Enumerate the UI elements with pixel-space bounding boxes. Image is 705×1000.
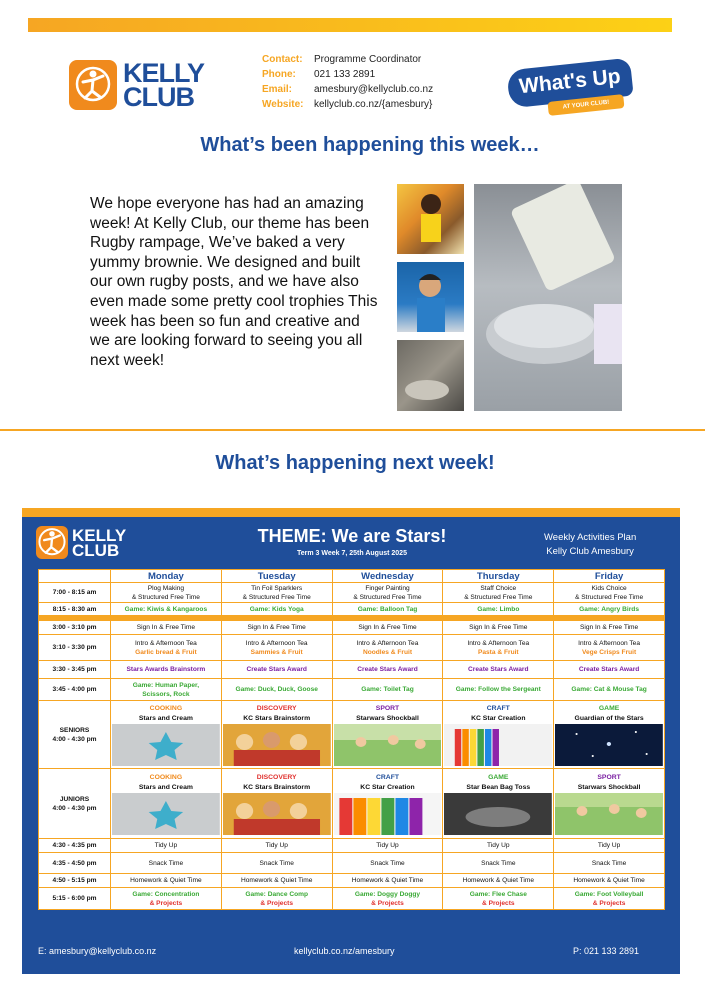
game-cell: Game: Doggy Doggy & Projects — [332, 888, 443, 910]
day-header-row — [39, 570, 665, 583]
galaxy-stars-image — [555, 724, 663, 766]
contact-label: Contact: — [262, 54, 303, 65]
top-accent-bar — [28, 18, 672, 32]
this-week-heading: What’s been happening this week… — [200, 134, 540, 156]
activity-cell: Sign In & Free Time — [554, 621, 665, 635]
day-monday: Monday — [111, 570, 222, 583]
activity-cell: Intro & Afternoon Tea Garlic bread & Fruit — [111, 635, 222, 661]
game-cell: Game: Dance Comp & Projects — [221, 888, 332, 910]
time-cell: 8:15 - 8:30 am — [39, 603, 111, 616]
activity-cell: Sign In & Free Time — [443, 621, 554, 635]
juniors-time-cell: JUNIORS 4:00 - 4:30 pm — [39, 769, 111, 839]
game-cell: Game: Duck, Duck, Goose — [221, 679, 332, 701]
day-thursday: Thursday — [443, 570, 554, 583]
plan-logo-icon — [36, 526, 68, 559]
time-cell: 3:45 - 4:00 pm — [39, 679, 111, 701]
table-row — [39, 679, 665, 701]
plan-accent-bar — [22, 508, 680, 517]
day-wednesday: Wednesday — [332, 570, 443, 583]
time-cell: 3:00 - 3:10 pm — [39, 621, 111, 635]
sport-kids-image — [334, 724, 442, 766]
juniors-row — [39, 769, 665, 839]
website-value[interactable]: kellyclub.co.nz/{amesbury} — [314, 99, 433, 110]
whats-up-logo — [508, 62, 632, 114]
junior-activity: SPORT Starwars Shockball — [554, 769, 665, 839]
activity-cell: Tidy Up — [554, 839, 665, 853]
time-cell: 5:15 - 6:00 pm — [39, 888, 111, 910]
table-row — [39, 621, 665, 635]
bean-bag-image — [444, 793, 552, 835]
seniors-row — [39, 701, 665, 769]
photo-child-blue-shirt — [397, 262, 464, 332]
this-week-text: We hope everyone has had an amazing week! At Kelly Club, our theme has been Rugby rampage, We’ve baked a very yummy brownie. We designed and built our own rugby posts, and we have also even made some pretty cool trophies This week has been so fun and creative and we are looking forward to seeing you all next week! — [90, 195, 378, 369]
junior-activity: CRAFT KC Star Creation — [332, 769, 443, 839]
photo-baking-bowl — [474, 184, 622, 411]
activity-cell: Intro & Afternoon Tea Vege Crisps Fruit — [554, 635, 665, 661]
table-row — [39, 853, 665, 874]
next-week-heading: What’s happening next week! — [215, 452, 495, 474]
table-row — [39, 635, 665, 661]
senior-activity: CRAFT KC Star Creation — [443, 701, 554, 769]
stars-award-cell: Create Stars Award — [554, 661, 665, 679]
senior-activity: COOKING Stars and Cream — [111, 701, 222, 769]
activity-cell: Homework & Quiet Time — [443, 874, 554, 888]
cooking-star-image — [112, 793, 220, 835]
activity-cell: Snack Time — [332, 853, 443, 874]
activity-cell: Staff Choice & Structured Free Time — [443, 583, 554, 603]
sport-kids-image — [555, 793, 663, 835]
game-cell: Game: Limbo — [443, 603, 554, 616]
table-row — [39, 888, 665, 910]
time-cell: 3:30 - 3:45 pm — [39, 661, 111, 679]
contact-block — [262, 52, 433, 112]
theme-title: THEME: We are Stars! — [257, 526, 447, 546]
plan-logo — [36, 526, 126, 559]
photo-table — [397, 340, 464, 411]
table-row — [39, 839, 665, 853]
stars-award-cell: Create Stars Award — [221, 661, 332, 679]
activity-cell: Snack Time — [554, 853, 665, 874]
table-row — [39, 583, 665, 603]
game-cell: Game: Human Paper, Scissors, Rock — [111, 679, 222, 701]
day-tuesday: Tuesday — [221, 570, 332, 583]
time-cell: 3:10 - 3:30 pm — [39, 635, 111, 661]
activity-cell: Tidy Up — [111, 839, 222, 853]
junior-activity: COOKING Stars and Cream — [111, 769, 222, 839]
table-row — [39, 874, 665, 888]
game-cell: Game: Follow the Sergeant — [443, 679, 554, 701]
discovery-kids-image — [223, 793, 331, 835]
activity-cell: Finger Painting & Structured Free Time — [332, 583, 443, 603]
email-label: Email: — [262, 84, 293, 95]
photo-child-yellow-shirt — [397, 184, 464, 254]
activity-cell: Homework & Quiet Time — [221, 874, 332, 888]
plan-theme — [212, 526, 492, 557]
game-cell: Game: Kiwis & Kangaroos — [111, 603, 222, 616]
whats-up-title: What's Up — [506, 58, 633, 109]
table-row — [39, 661, 665, 679]
senior-activity: SPORT Starwars Shockball — [332, 701, 443, 769]
activity-cell: Intro & Afternoon Tea Pasta & Fruit — [443, 635, 554, 661]
game-cell: Game: Foot Volleyball & Projects — [554, 888, 665, 910]
kelly-club-logo-icon — [69, 60, 117, 110]
activity-cell: Homework & Quiet Time — [554, 874, 665, 888]
phone-value: 021 133 2891 — [314, 69, 376, 80]
activity-cell: Snack Time — [221, 853, 332, 874]
junior-activity: DISCOVERY KC Stars Brainstorm — [221, 769, 332, 839]
plan-logo-text: KELLY CLUB — [72, 525, 127, 560]
plan-subtitle: Weekly Activities Plan Kelly Club Amesbury — [544, 532, 637, 557]
activity-cell: Sign In & Free Time — [221, 621, 332, 635]
time-cell: 4:50 - 5:15 pm — [39, 874, 111, 888]
discovery-kids-image — [223, 724, 331, 766]
table-row — [39, 603, 665, 616]
website-label: Website: — [262, 99, 304, 110]
logo-wordmark: KELLY CLUB — [123, 58, 205, 112]
activity-cell: Sign In & Free Time — [332, 621, 443, 635]
activities-table — [38, 569, 665, 910]
senior-activity: GAME Guardian of the Stars — [554, 701, 665, 769]
activity-cell: Homework & Quiet Time — [111, 874, 222, 888]
activity-cell: Snack Time — [111, 853, 222, 874]
day-friday: Friday — [554, 570, 665, 583]
phone-label: Phone: — [262, 69, 296, 80]
cooking-star-image — [112, 724, 220, 766]
activity-cell: Snack Time — [443, 853, 554, 874]
weekly-activities-plan — [22, 508, 680, 974]
stars-award-cell: Create Stars Award — [332, 661, 443, 679]
activity-cell: Tidy Up — [221, 839, 332, 853]
senior-activity: DISCOVERY KC Stars Brainstorm — [221, 701, 332, 769]
game-cell: Game: Balloon Tag — [332, 603, 443, 616]
craft-rainbow-image — [334, 793, 442, 835]
kelly-club-logo — [69, 60, 204, 110]
whats-up-subtitle: AT YOUR CLUB! — [547, 94, 624, 116]
time-cell: 4:35 - 4:50 pm — [39, 853, 111, 874]
section-divider — [0, 429, 705, 431]
junior-activity: GAME Star Bean Bag Toss — [443, 769, 554, 839]
activity-cell: Intro & Afternoon Tea Noodles & Fruit — [332, 635, 443, 661]
time-cell: 7:00 - 8:15 am — [39, 583, 111, 603]
activity-cell: Tidy Up — [443, 839, 554, 853]
game-cell: Game: Toilet Tag — [332, 679, 443, 701]
contact-value: Programme Coordinator — [314, 54, 422, 65]
game-cell: Game: Flee Chase & Projects — [443, 888, 554, 910]
footer-email[interactable]: E: amesbury@kellyclub.co.nz — [38, 946, 157, 956]
activity-cell: Plog Making & Structured Free Time — [111, 583, 222, 603]
term-date: Term 3 Week 7, 25th August 2025 — [297, 550, 407, 557]
activity-cell: Homework & Quiet Time — [332, 874, 443, 888]
email-value[interactable]: amesbury@kellyclub.co.nz — [314, 84, 434, 95]
game-cell: Game: Cat & Mouse Tag — [554, 679, 665, 701]
craft-pencils-image — [444, 724, 552, 766]
activity-cell: Intro & Afternoon Tea Sammies & Fruit — [221, 635, 332, 661]
game-cell: Game: Kids Yoga — [221, 603, 332, 616]
seniors-time-cell: SENIORS 4:00 - 4:30 pm — [39, 701, 111, 769]
activity-cell: Tidy Up — [332, 839, 443, 853]
stars-award-cell: Create Stars Award — [443, 661, 554, 679]
game-cell: Game: Concentration & Projects — [111, 888, 222, 910]
stars-award-cell: Stars Awards Brainstorm — [111, 661, 222, 679]
footer-phone: P: 021 133 2891 — [573, 946, 640, 956]
footer-website[interactable]: kellyclub.co.nz/amesbury — [294, 946, 395, 956]
activity-cell: Tin Foil Sparklers & Structured Free Time — [221, 583, 332, 603]
activity-cell: Kids Choice & Structured Free Time — [554, 583, 665, 603]
activity-cell: Sign In & Free Time — [111, 621, 222, 635]
time-cell: 4:30 - 4:35 pm — [39, 839, 111, 853]
game-cell: Game: Angry Birds — [554, 603, 665, 616]
